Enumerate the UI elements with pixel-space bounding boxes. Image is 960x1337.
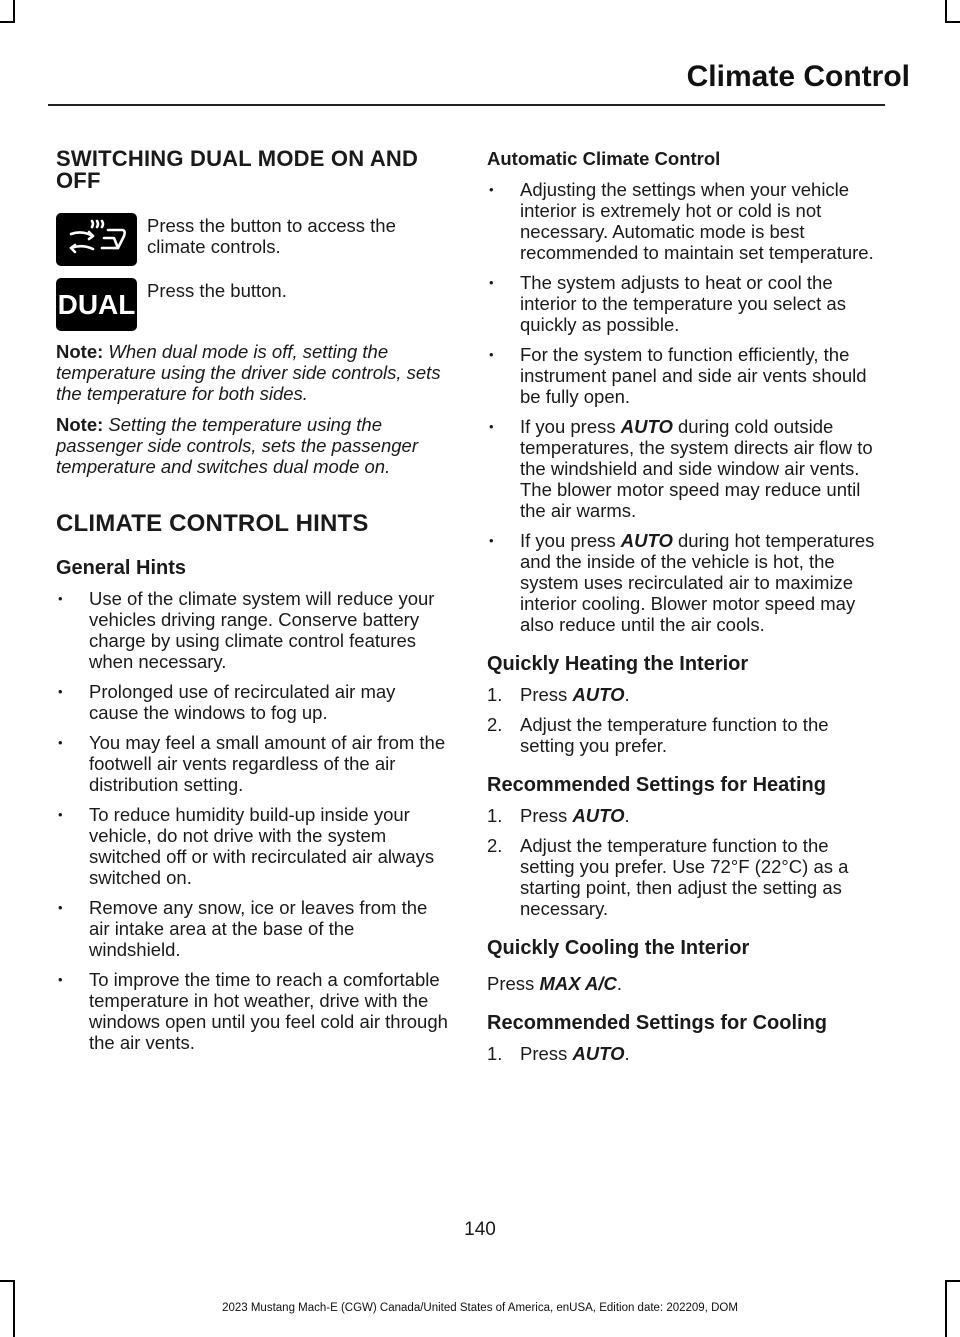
header-divider (48, 104, 885, 106)
list-item-text: The system adjusts to heat or cool the interior to the temperature you select as quickly as possible. (520, 272, 846, 335)
step-item (487, 805, 881, 826)
note (56, 341, 448, 404)
list-item (487, 272, 881, 335)
right-column (487, 148, 881, 1064)
auto-bullets-list (487, 179, 881, 635)
list-item-text: Adjusting the settings when your vehicle interior is extremely hot or cold is not necessary. Automatic mode is best recommended to maintain set temperature. (520, 179, 874, 263)
list-item: • Prolonged use of recirculated air may cause the windows to fog up. (56, 681, 448, 723)
crop-mark (0, 1280, 15, 1282)
step-number: 1. (487, 1043, 503, 1064)
list-item-text: during hot temperatures and the inside of the vehicle is hot, the system uses recirculated air to maximize interior cooling. Blower motor speed may also reduce until the air cools. (520, 530, 875, 635)
step-number: 1. (487, 684, 503, 705)
list-item: • To reduce humidity build-up inside your vehicle, do not drive with the system switched off or with recirculated air always switched on. (56, 804, 448, 888)
instruction-text: Press the button to access the climate controls. (147, 215, 396, 257)
general-hints-list (56, 588, 448, 1053)
subsection-title-general: General Hints (56, 557, 187, 579)
keyword-auto: AUTO (620, 416, 673, 437)
step-item (487, 835, 881, 919)
crop-mark (0, 21, 15, 23)
crop-mark (945, 21, 960, 23)
dual-icon-label: DUAL (57, 288, 136, 320)
quick-heat-steps (487, 684, 881, 756)
footer-text: 2023 Mustang Mach-E (CGW) Canada/United States of America, enUSA, Edition date: 202209, DOM (222, 1302, 738, 1314)
dual-button-icon (56, 278, 137, 331)
note-text: Setting the temperature using the passenger side controls, sets the passenger temperature and switches dual mode on. (56, 414, 418, 477)
list-item: • Use of the climate system will reduce your vehicles driving range. Conserve battery charge by using climate control features when necessary. (56, 588, 448, 672)
step-item (487, 684, 881, 705)
keyword-auto: AUTO (572, 805, 625, 826)
list-item: • To improve the time to reach a comfortable temperature in hot weather, drive with the windows open until you feel cold air through the air vents. (56, 969, 448, 1053)
step-item (487, 1043, 881, 1064)
keyword-max-ac: MAX A/C (539, 973, 617, 994)
list-item (487, 416, 881, 521)
body-text: Press (487, 973, 540, 994)
subsection-title-quick-heat: Quickly Heating the Interior (487, 653, 749, 675)
keyword-auto: AUTO (572, 1043, 625, 1064)
instruction-row (56, 213, 448, 266)
list-item (487, 179, 881, 263)
list-item (487, 344, 881, 407)
body-text: . (616, 973, 623, 994)
crop-mark (13, 0, 15, 22)
list-item-text: If you press (520, 416, 621, 437)
step-number: 2. (487, 714, 503, 735)
list-item: • You may feel a small amount of air from the footwell air vents regardless of the air distribution setting. (56, 732, 448, 795)
section-title-hints: CLIMATE CONTROL HINTS (56, 510, 369, 537)
note-text: When dual mode is off, setting the temperature using the driver side controls, sets the temperature for both sides. (56, 341, 441, 404)
page-number: 140 (464, 1219, 496, 1240)
instruction-text: Press the button. (147, 280, 287, 301)
list-item (487, 530, 881, 635)
step-text: Adjust the temperature function to the setting you prefer. Use 72°F (22°C) as a starting point, then adjust the setting as necessary. (520, 835, 849, 919)
subsection-title-auto: Automatic Climate Control (487, 148, 721, 169)
left-column (56, 148, 448, 1053)
step-item (487, 714, 881, 756)
rec-cool-steps (487, 1043, 881, 1064)
crop-mark (945, 0, 947, 22)
step-text: Press (520, 684, 573, 705)
list-item-text: For the system to function efficiently, the instrument panel and side air vents should be fully open. (520, 344, 867, 407)
subsection-title-rec-cool: Recommended Settings for Cooling (487, 1012, 828, 1034)
subsection-title-quick-cool: Quickly Cooling the Interior (487, 937, 750, 959)
step-text: Press (520, 805, 573, 826)
climate-controls-icon (56, 213, 137, 266)
keyword-auto: AUTO (620, 530, 673, 551)
instruction-row (56, 278, 448, 331)
note (56, 414, 448, 477)
subsection-title-rec-heat: Recommended Settings for Heating (487, 774, 826, 796)
rec-heat-steps (487, 805, 881, 919)
note-label: Note: (56, 341, 104, 362)
step-text: . (624, 1043, 630, 1064)
note-label: Note: (56, 414, 104, 435)
step-text: . (624, 805, 630, 826)
section-title-dual-mode: SWITCHING DUAL MODE ON AND OFF (56, 146, 419, 193)
step-text: Press (520, 1043, 573, 1064)
quick-cool-text (487, 973, 881, 994)
step-text: Adjust the temperature function to the setting you prefer. (520, 714, 829, 756)
list-item-text: during cold outside temperatures, the system directs air flow to the windshield and side window air vents. The blower motor speed may reduce until the air warms. (520, 416, 873, 521)
list-item-text: If you press (520, 530, 621, 551)
page-title: Climate Control (686, 60, 910, 93)
step-number: 2. (487, 835, 503, 856)
list-item: • Remove any snow, ice or leaves from the air intake area at the base of the windshield. (56, 897, 448, 960)
step-number: 1. (487, 805, 503, 826)
keyword-auto: AUTO (572, 684, 625, 705)
crop-mark (945, 1280, 960, 1282)
step-text: . (624, 684, 630, 705)
